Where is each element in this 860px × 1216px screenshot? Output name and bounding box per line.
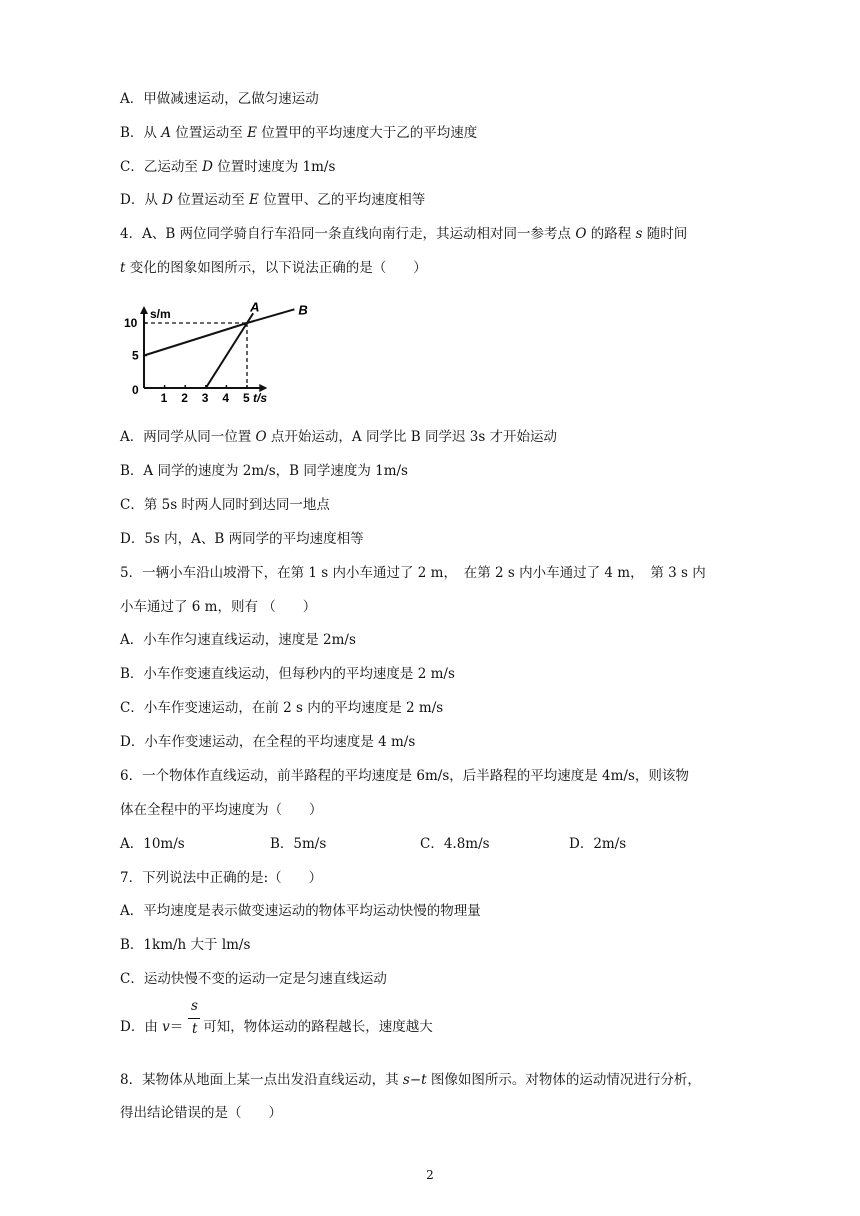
q6-option-b: B．5m/s [270, 836, 327, 852]
q6-stem-line1: 6．一个物体作直线运动，前半路程的平均速度是 6m/s，后半路程的平均速度是 4m/s，则该物 [120, 768, 689, 784]
x-tick-label: 3 [201, 391, 209, 405]
q3-option-d: D．从 D 位置运动至 E 位置甲、乙的平均速度相等 [120, 192, 426, 208]
q5-stem-line2: 小车通过了 6 m，则有 （ ） [120, 599, 317, 615]
fraction-bar [188, 1018, 200, 1019]
q6-stem-line2: 体在全程中的平均速度为（ ） [120, 802, 323, 818]
fraction-denominator: t [192, 1021, 198, 1037]
q7-option-c: C．运动快慢不变的运动一定是匀速直线运动 [120, 971, 387, 987]
x-tick-label: 1 [160, 391, 168, 405]
q3-option-c: C．乙运动至 D 位置时速度为 1m/s [120, 159, 336, 175]
q8-stem-line1: 8．某物体从地面上某一点出发沿直线运动，其 s−t 图像如图所示。对物体的运动情况进行分析， [120, 1072, 701, 1088]
series-line-a [206, 313, 253, 388]
q7-option-d: D．由 v＝ 可知，物体运动的路程越长，速度越大 [120, 1019, 433, 1035]
y-tick-label: 5 [132, 348, 139, 363]
q4-option-b: B．A 同学的速度为 2m/s，B 同学速度为 1m/s [120, 463, 408, 479]
q4-option-c: C．第 5s 时两人同时到达同一地点 [120, 497, 330, 513]
series-label-b: B [298, 302, 308, 318]
page-number: 2 [426, 1168, 434, 1182]
st-graph [120, 292, 320, 412]
q7-stem: 7．下列说法中正确的是:（ ） [120, 870, 323, 886]
x-tick-label: 4 [222, 391, 230, 405]
y-tick-label: 10 [124, 316, 138, 330]
series-label-a: A [250, 299, 260, 315]
q5-stem-line1: 5．一辆小车沿山坡滑下，在第 1 s 内小车通过了 2 m， 在第 2 s 内小车通过了 4 m， 第 3 s 内 [120, 565, 706, 581]
y-tick-label: 0 [132, 383, 139, 397]
x-axis-label: t/s [253, 391, 268, 405]
q4-option-a: A．两同学从同一位置 O 点开始运动，A 同学比 B 同学迟 3s 才开始运动 [120, 429, 558, 445]
q5-option-b: B．小车作变速直线运动，但每秒内的平均速度是 2 m/s [120, 666, 455, 682]
q7-option-a: A．平均速度是表示做变速运动的物体平均运动快慢的物理量 [120, 903, 481, 919]
y-axis-arrow [140, 306, 148, 314]
x-tick-label: 5 [243, 391, 250, 405]
q3-option-b: B．从 A 位置运动至 E 位置甲的平均速度大于乙的平均速度 [120, 125, 478, 141]
q6-option-d: D．2m/s [569, 836, 627, 852]
x-tick-label: 2 [181, 391, 188, 405]
q5-option-d: D．小车作变速运动，在全程的平均速度是 4 m/s [120, 734, 416, 750]
q4-stem-line1: 4．A、B 两位同学骑自行车沿同一条直线向南行走，其运动相对同一参考点 O 的路程 s 随时间 [120, 226, 688, 242]
fraction-numerator: s [191, 998, 198, 1014]
q5-option-c: C．小车作变速运动，在前 2 s 内的平均速度是 2 m/s [120, 700, 444, 716]
q3-option-a: A．甲做减速运动，乙做匀速运动 [120, 91, 319, 107]
q7-option-b: B．1km/h 大于 lm/s [120, 937, 251, 953]
q6-option-c: C．4.8m/s [420, 836, 490, 852]
q6-option-a: A．10m/s [120, 836, 185, 852]
y-axis-label: s/m [150, 307, 171, 321]
q8-stem-line2: 得出结论错误的是（ ） [120, 1105, 282, 1121]
q4-option-d: D．5s 内，A、B 两同学的平均速度相等 [120, 531, 364, 547]
q4-stem-line2: t 变化的图象如图所示，以下说法正确的是（ ） [120, 260, 427, 276]
q5-option-a: A．小车作匀速直线运动，速度是 2m/s [120, 632, 356, 648]
